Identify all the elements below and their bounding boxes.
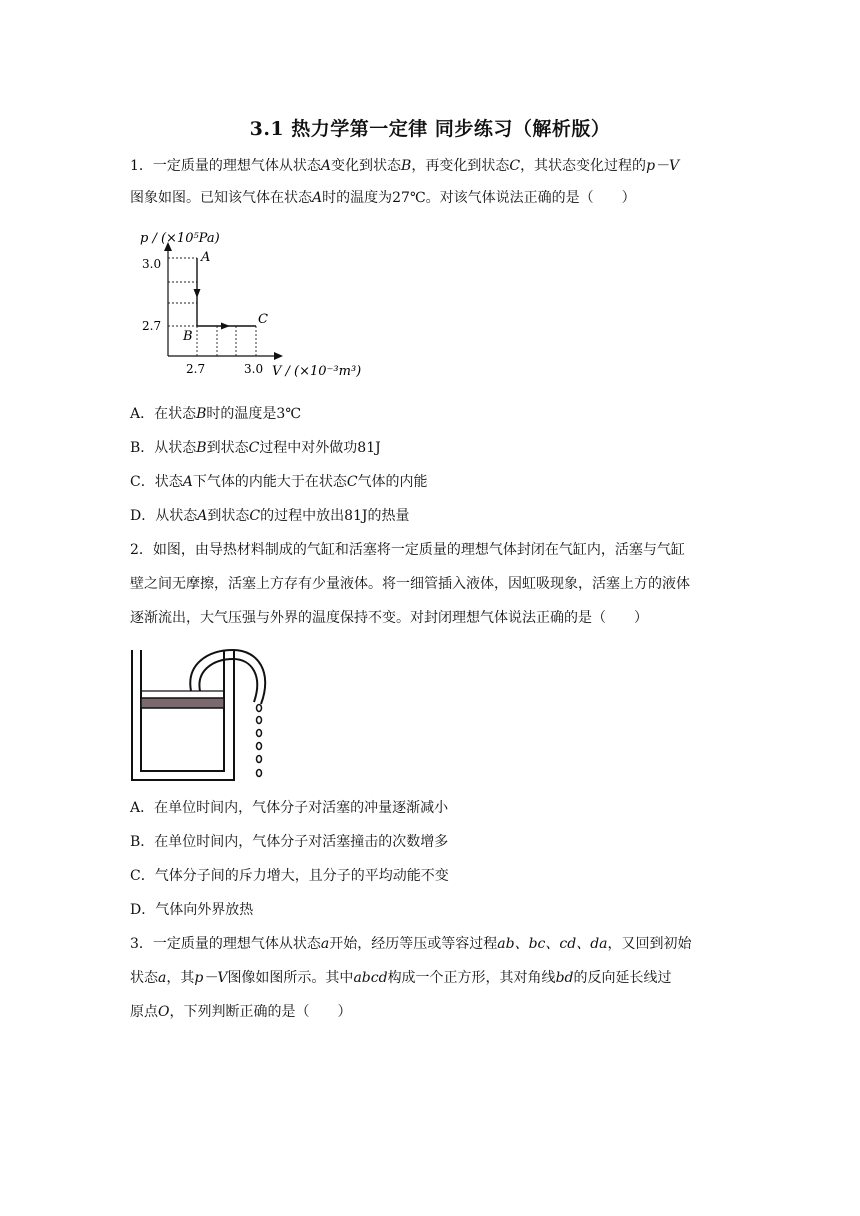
option-text: 到状态	[206, 440, 249, 456]
q3-stem-line-2	[130, 968, 672, 988]
x-axis-label: V / (×10⁻³m³)	[272, 364, 362, 379]
state-b-label: B	[196, 440, 207, 456]
y-tick-3-0: 3.0	[142, 257, 162, 271]
state-b-label: B	[196, 406, 207, 422]
diagonal-label: bd	[555, 970, 574, 986]
q1-text: 变化到状态	[331, 158, 402, 174]
state-a-label: A	[320, 158, 332, 174]
state-c-label: C	[248, 440, 260, 456]
cylinder-siphon-diagram	[128, 644, 278, 784]
q3-text: ，其	[166, 970, 195, 986]
origin-label: O	[158, 1004, 170, 1020]
q1-text: ，其状态变化过程的	[520, 158, 647, 174]
q2-stem-line-2: 壁之间无摩擦，活塞上方存有少量液体。将一细管插入液体，因虹吸现象，活塞上方的液体	[130, 576, 690, 592]
pv-label: p－V	[646, 158, 680, 174]
q3-text: 构成一个正方形，其对角线	[387, 970, 556, 986]
q3-text: 开始，经历等压或等容过程	[329, 936, 498, 952]
option-text: D．从状态	[130, 508, 198, 524]
state-b-label: B	[401, 158, 412, 174]
option-text: A．在状态	[130, 406, 197, 422]
option-text: 气体的内能	[357, 474, 428, 490]
q1-option-b[interactable]	[130, 438, 381, 458]
siphon-tube-inner	[199, 659, 257, 702]
q1-text: 时的温度为27℃。对该气体说法正确的是（ ）	[322, 190, 636, 206]
q1-option-a[interactable]	[130, 404, 301, 424]
option-text: B．从状态	[130, 440, 197, 456]
q3-text: ，又回到初始	[607, 936, 692, 952]
droplets	[257, 705, 262, 777]
x-tick-2-7: 2.7	[186, 362, 206, 376]
square-label: abcd	[353, 970, 388, 986]
state-a-label: A	[312, 190, 323, 206]
q1-option-c[interactable]	[130, 472, 428, 492]
q1-text: 1．一定质量的理想气体从状态	[130, 158, 321, 174]
page-title: 3.1 热力学第一定律 同步练习（解析版）	[249, 118, 611, 140]
cylinder-inner-wall	[141, 650, 224, 771]
q3-text: 状态	[130, 970, 158, 986]
x-tick-3-0: 3.0	[244, 362, 264, 376]
q2-option-d[interactable]: D．气体向外界放热	[130, 902, 254, 918]
q1-option-d[interactable]	[130, 506, 410, 526]
arrow-ab	[194, 289, 201, 298]
state-a-label: A	[182, 474, 193, 490]
y-axis-label: p / (×10⁵Pa)	[140, 231, 220, 246]
option-text: 到状态	[207, 508, 250, 524]
point-c-label: C	[258, 312, 268, 327]
q1-stem-line-1	[130, 156, 679, 176]
arrow-bc	[221, 323, 230, 330]
q1-text: ，再变化到状态	[411, 158, 510, 174]
q3-text: 3．一定质量的理想气体从状态	[130, 936, 321, 952]
option-text: 的过程中放出81J的热量	[260, 508, 410, 524]
point-b-label: B	[183, 329, 193, 344]
option-text: 过程中对外做功81J	[259, 440, 381, 456]
pv-graph-q1	[138, 226, 378, 386]
q3-text: 原点	[130, 1004, 158, 1020]
state-a-lower: a	[320, 936, 330, 952]
q2-option-a[interactable]: A．在单位时间内，气体分子对活塞的冲量逐渐减小	[130, 800, 449, 816]
state-c-label: C	[346, 474, 358, 490]
dotted-grid	[168, 258, 256, 356]
state-a-lower: a	[158, 970, 167, 986]
q3-stem-line-1	[130, 934, 692, 954]
q1-text: 图象如图。已知该气体在状态	[130, 190, 312, 206]
option-text: 下气体的内能大于在状态	[192, 474, 347, 490]
option-text: 时的温度是3℃	[206, 406, 301, 422]
q3-stem-line-3	[130, 1002, 351, 1022]
q3-text: 的反向延长线过	[573, 970, 672, 986]
q2-stem-line-3: 逐渐流出，大气压强与外界的温度保持不变。对封闭理想气体说法正确的是（ ）	[130, 610, 648, 626]
option-text: C．状态	[130, 474, 183, 490]
y-tick-2-7: 2.7	[142, 319, 162, 333]
process-list: ab、bc、cd、da	[497, 936, 608, 952]
q2-option-c[interactable]: C．气体分子间的斥力增大，且分子的平均动能不变	[130, 868, 449, 884]
x-axis-arrow	[274, 352, 283, 360]
q3-text: 图像如图所示。其中	[227, 970, 354, 986]
piston	[141, 698, 224, 708]
state-c-label: C	[509, 158, 521, 174]
point-a-label: A	[201, 250, 211, 265]
q1-stem-line-2	[130, 188, 636, 208]
q2-stem-line-1: 2．如图，由导热材料制成的气缸和活塞将一定质量的理想气体封闭在气缸内，活塞与气缸	[130, 542, 685, 558]
state-c-label: C	[249, 508, 261, 524]
q2-option-b[interactable]: B．在单位时间内，气体分子对活塞撞击的次数增多	[130, 834, 449, 850]
pv-label: p－V	[194, 970, 228, 986]
state-a-label: A	[197, 508, 208, 524]
cylinder-outer-wall	[132, 650, 234, 780]
q3-text: ，下列判断正确的是（ ）	[169, 1004, 352, 1020]
